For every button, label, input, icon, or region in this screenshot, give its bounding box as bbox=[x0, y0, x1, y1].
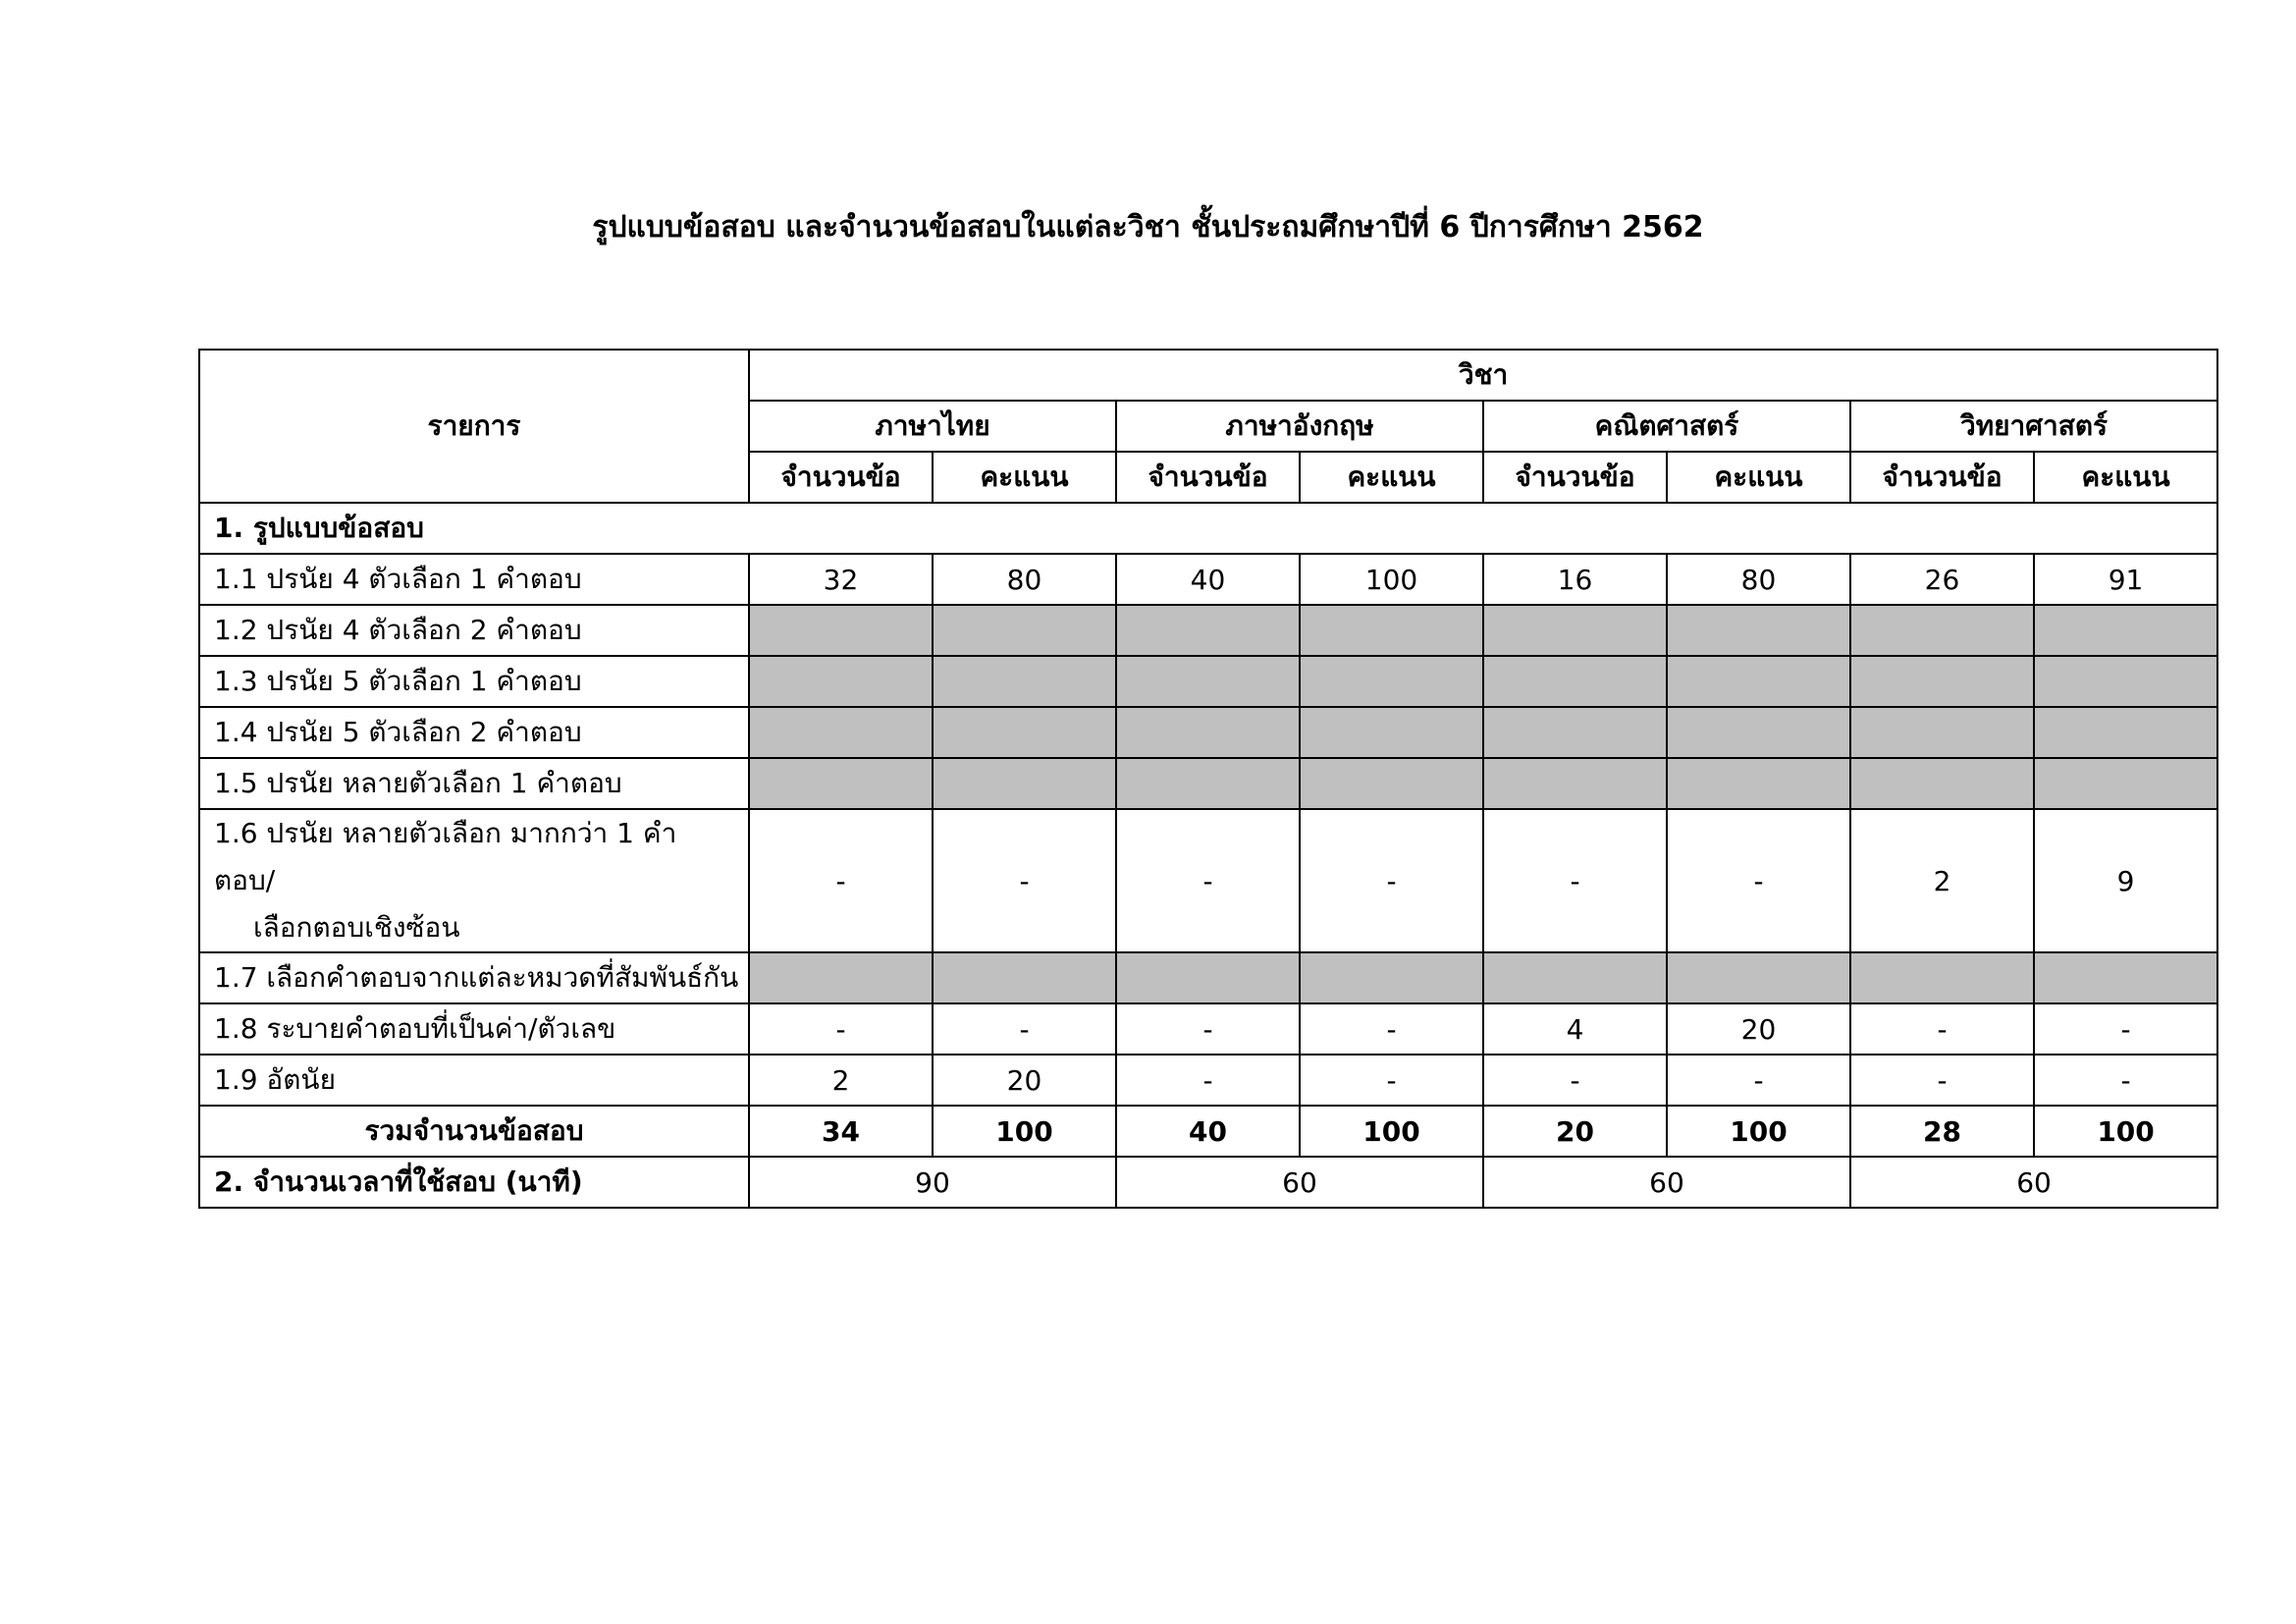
row-label-line1: 1.6 ปรนัย หลายตัวเลือก มากกว่า 1 คำตอบ/ bbox=[214, 817, 677, 896]
cell-value: - bbox=[933, 809, 1116, 952]
cell-value: - bbox=[1483, 1055, 1667, 1106]
shaded-cell bbox=[1483, 758, 1667, 809]
cell-value: 20 bbox=[1667, 1003, 1850, 1055]
shaded-cell bbox=[749, 605, 933, 656]
cell-value: 100 bbox=[1300, 554, 1483, 605]
cell-value: 2 bbox=[1850, 809, 2034, 952]
cell-value: - bbox=[1667, 809, 1850, 952]
cell-value: 32 bbox=[749, 554, 933, 605]
row-label-line2: เลือกตอบเชิงซ้อน bbox=[253, 911, 460, 944]
time-row bbox=[199, 1157, 2217, 1208]
table-row bbox=[199, 809, 2217, 952]
total-value: 100 bbox=[933, 1106, 1116, 1157]
shaded-cell bbox=[2034, 758, 2217, 809]
shaded-cell bbox=[933, 656, 1116, 707]
cell-value: - bbox=[749, 1003, 933, 1055]
total-row bbox=[199, 1106, 2217, 1157]
cell-value: 80 bbox=[1667, 554, 1850, 605]
header-score: คะแนน bbox=[2034, 452, 2217, 503]
shaded-cell bbox=[933, 758, 1116, 809]
cell-value: - bbox=[1300, 1055, 1483, 1106]
total-value: 100 bbox=[1300, 1106, 1483, 1157]
shaded-cell bbox=[2034, 952, 2217, 1003]
row-label: 1.5 ปรนัย หลายตัวเลือก 1 คำตอบ bbox=[199, 758, 749, 809]
shaded-cell bbox=[933, 707, 1116, 758]
shaded-cell bbox=[2034, 605, 2217, 656]
table-row bbox=[199, 554, 2217, 605]
row-label: 1.7 เลือกคำตอบจากแต่ละหมวดที่สัมพันธ์กัน bbox=[199, 952, 749, 1003]
header-item-label: รายการ bbox=[199, 350, 749, 503]
section-row bbox=[199, 503, 2217, 554]
exam-format-table bbox=[198, 349, 2218, 1209]
time-label: 2. จำนวนเวลาที่ใช้สอบ (นาที) bbox=[199, 1157, 749, 1208]
shaded-cell bbox=[1300, 656, 1483, 707]
shaded-cell bbox=[749, 656, 933, 707]
time-value-thai: 90 bbox=[749, 1157, 1116, 1208]
time-value-english: 60 bbox=[1116, 1157, 1483, 1208]
total-value: 28 bbox=[1850, 1106, 2034, 1157]
header-subject-group: วิชา bbox=[749, 350, 2217, 401]
cell-value: 16 bbox=[1483, 554, 1667, 605]
shaded-cell bbox=[1116, 707, 1300, 758]
header-subject-math: คณิตศาสตร์ bbox=[1483, 401, 1850, 452]
shaded-cell bbox=[1483, 707, 1667, 758]
row-label: 1.3 ปรนัย 5 ตัวเลือก 1 คำตอบ bbox=[199, 656, 749, 707]
shaded-cell bbox=[1850, 605, 2034, 656]
header-subject-science: วิทยาศาสตร์ bbox=[1850, 401, 2217, 452]
shaded-cell bbox=[749, 758, 933, 809]
header-subject-thai: ภาษาไทย bbox=[749, 401, 1116, 452]
table-row bbox=[199, 1055, 2217, 1106]
cell-value: 20 bbox=[933, 1055, 1116, 1106]
header-score: คะแนน bbox=[1300, 452, 1483, 503]
shaded-cell bbox=[1483, 952, 1667, 1003]
cell-value: - bbox=[1850, 1055, 2034, 1106]
cell-value: - bbox=[1850, 1003, 2034, 1055]
table-row bbox=[199, 1003, 2217, 1055]
table-row bbox=[199, 656, 2217, 707]
cell-value: 91 bbox=[2034, 554, 2217, 605]
page-title: รูปแบบข้อสอบ และจำนวนข้อสอบในแต่ละวิชา ชั้นประถมศึกษาปีที่ 6 ปีการศึกษา 2562 bbox=[592, 210, 1704, 244]
shaded-cell bbox=[1667, 605, 1850, 656]
shaded-cell bbox=[1116, 605, 1300, 656]
header-count: จำนวนข้อ bbox=[749, 452, 933, 503]
cell-value: - bbox=[1300, 809, 1483, 952]
shaded-cell bbox=[1667, 758, 1850, 809]
cell-value: 80 bbox=[933, 554, 1116, 605]
cell-value: - bbox=[1667, 1055, 1850, 1106]
cell-value: 4 bbox=[1483, 1003, 1667, 1055]
shaded-cell bbox=[1116, 758, 1300, 809]
shaded-cell bbox=[749, 952, 933, 1003]
cell-value: - bbox=[1116, 809, 1300, 952]
shaded-cell bbox=[2034, 707, 2217, 758]
row-label: 1.1 ปรนัย 4 ตัวเลือก 1 คำตอบ bbox=[199, 554, 749, 605]
header-score: คะแนน bbox=[1667, 452, 1850, 503]
header-count: จำนวนข้อ bbox=[1483, 452, 1667, 503]
cell-value: 40 bbox=[1116, 554, 1300, 605]
shaded-cell bbox=[933, 605, 1116, 656]
shaded-cell bbox=[1850, 707, 2034, 758]
section-title: 1. รูปแบบข้อสอบ bbox=[199, 503, 2217, 554]
table-row bbox=[199, 707, 2217, 758]
time-value-science: 60 bbox=[1850, 1157, 2217, 1208]
header-count: จำนวนข้อ bbox=[1116, 452, 1300, 503]
shaded-cell bbox=[2034, 656, 2217, 707]
time-value-math: 60 bbox=[1483, 1157, 1850, 1208]
shaded-cell bbox=[1116, 656, 1300, 707]
shaded-cell bbox=[1116, 952, 1300, 1003]
cell-value: - bbox=[933, 1003, 1116, 1055]
total-value: 100 bbox=[2034, 1106, 2217, 1157]
cell-value: 9 bbox=[2034, 809, 2217, 952]
row-label bbox=[199, 809, 749, 952]
cell-value: 2 bbox=[749, 1055, 933, 1106]
shaded-cell bbox=[1300, 605, 1483, 656]
table-row bbox=[199, 952, 2217, 1003]
total-value: 40 bbox=[1116, 1106, 1300, 1157]
header-score: คะแนน bbox=[933, 452, 1116, 503]
cell-value: - bbox=[1116, 1055, 1300, 1106]
shaded-cell bbox=[1483, 605, 1667, 656]
shaded-cell bbox=[1300, 707, 1483, 758]
cell-value: - bbox=[2034, 1055, 2217, 1106]
cell-value: - bbox=[1483, 809, 1667, 952]
cell-value: - bbox=[2034, 1003, 2217, 1055]
total-value: 34 bbox=[749, 1106, 933, 1157]
shaded-cell bbox=[1667, 952, 1850, 1003]
row-label: 1.8 ระบายคำตอบที่เป็นค่า/ตัวเลข bbox=[199, 1003, 749, 1055]
shaded-cell bbox=[1300, 952, 1483, 1003]
shaded-cell bbox=[1667, 707, 1850, 758]
shaded-cell bbox=[1850, 656, 2034, 707]
shaded-cell bbox=[1300, 758, 1483, 809]
shaded-cell bbox=[1850, 758, 2034, 809]
header-count: จำนวนข้อ bbox=[1850, 452, 2034, 503]
shaded-cell bbox=[749, 707, 933, 758]
shaded-cell bbox=[1667, 656, 1850, 707]
table-row bbox=[199, 605, 2217, 656]
row-label: 1.4 ปรนัย 5 ตัวเลือก 2 คำตอบ bbox=[199, 707, 749, 758]
table-row bbox=[199, 758, 2217, 809]
cell-value: - bbox=[1300, 1003, 1483, 1055]
row-label: 1.9 อัตนัย bbox=[199, 1055, 749, 1106]
total-value: 20 bbox=[1483, 1106, 1667, 1157]
shaded-cell bbox=[1483, 656, 1667, 707]
cell-value: 26 bbox=[1850, 554, 2034, 605]
header-subject-english: ภาษาอังกฤษ bbox=[1116, 401, 1483, 452]
shaded-cell bbox=[1850, 952, 2034, 1003]
shaded-cell bbox=[933, 952, 1116, 1003]
row-label: 1.2 ปรนัย 4 ตัวเลือก 2 คำตอบ bbox=[199, 605, 749, 656]
cell-value: - bbox=[1116, 1003, 1300, 1055]
header-row-1 bbox=[199, 350, 2217, 401]
total-value: 100 bbox=[1667, 1106, 1850, 1157]
cell-value: - bbox=[749, 809, 933, 952]
total-label: รวมจำนวนข้อสอบ bbox=[199, 1106, 749, 1157]
